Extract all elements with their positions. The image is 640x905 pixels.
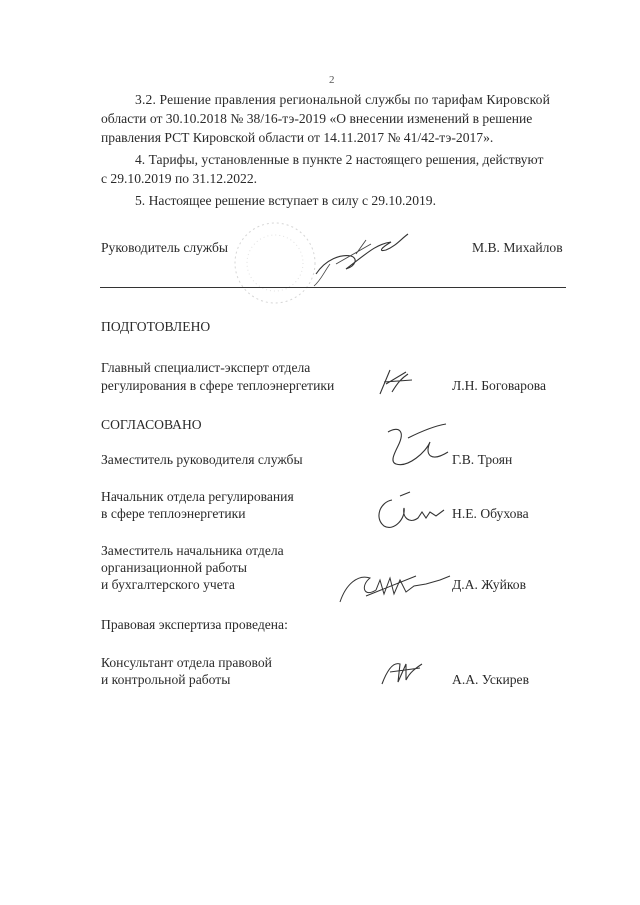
legal-heading: Правовая экспертиза проведена: (101, 617, 288, 632)
signer-3-name: Д.А. Жуйков (452, 577, 527, 592)
paragraph-5: 5. Настоящее решение вступает в силу с 29.10.2019. (135, 193, 436, 208)
legal-role-line-2: и контрольной работы (101, 672, 231, 687)
signer-3-signature-image (336, 564, 454, 606)
signer-2-signature-image (370, 488, 450, 536)
prepared-signature-image (372, 364, 422, 400)
agreed-heading: СОГЛАСОВАНО (101, 417, 202, 432)
signer-2-name: Н.Е. Обухова (452, 506, 529, 521)
paragraph-3-2-line-3: правления РСТ Кировской области от 14.11.2017 № 41/42-тэ-2017». (101, 130, 494, 145)
prepared-heading: ПОДГОТОВЛЕНО (101, 319, 211, 334)
signer-3-role-line-1: Заместитель начальника отдела (101, 543, 284, 558)
legal-name: А.А. Ускирев (452, 672, 529, 687)
signer-1-name: Г.В. Троян (452, 452, 513, 467)
paragraph-3-2-line-1: 3.2. Решение правления региональной службы по тарифам Кировской (135, 92, 551, 107)
prepared-role-line-1: Главный специалист-эксперт отдела (101, 360, 311, 375)
legal-signature-image (376, 654, 428, 690)
signer-2-role-line-1: Начальник отдела регулирования (101, 489, 294, 504)
signer-3-role-line-3: и бухгалтерского учета (101, 577, 235, 592)
legal-role-line-1: Консультант отдела правовой (101, 655, 272, 670)
signer-3-role-line-2: организационной работы (101, 560, 247, 575)
head-role: Руководитель службы (101, 240, 229, 255)
signer-1-signature-image (368, 418, 458, 480)
prepared-name: Л.Н. Боговарова (452, 378, 547, 393)
paragraph-4-line-2: с 29.10.2019 по 31.12.2022. (101, 171, 258, 186)
separator-line (100, 287, 566, 288)
head-signature-image (296, 214, 416, 294)
head-name: М.В. Михайлов (472, 240, 563, 255)
prepared-role-line-2: регулирования в сфере теплоэнергетики (101, 378, 335, 393)
paragraph-4-line-1: 4. Тарифы, установленные в пункте 2 настоящего решения, действуют (135, 152, 544, 167)
signer-1-role-line-1: Заместитель руководителя службы (101, 452, 303, 467)
paragraph-3-2-line-2: области от 30.10.2018 № 38/16-тэ-2019 «О внесении изменений в решение (101, 111, 533, 126)
page-number: 2 (329, 74, 335, 86)
signer-2-role-line-2: в сфере теплоэнергетики (101, 506, 246, 521)
